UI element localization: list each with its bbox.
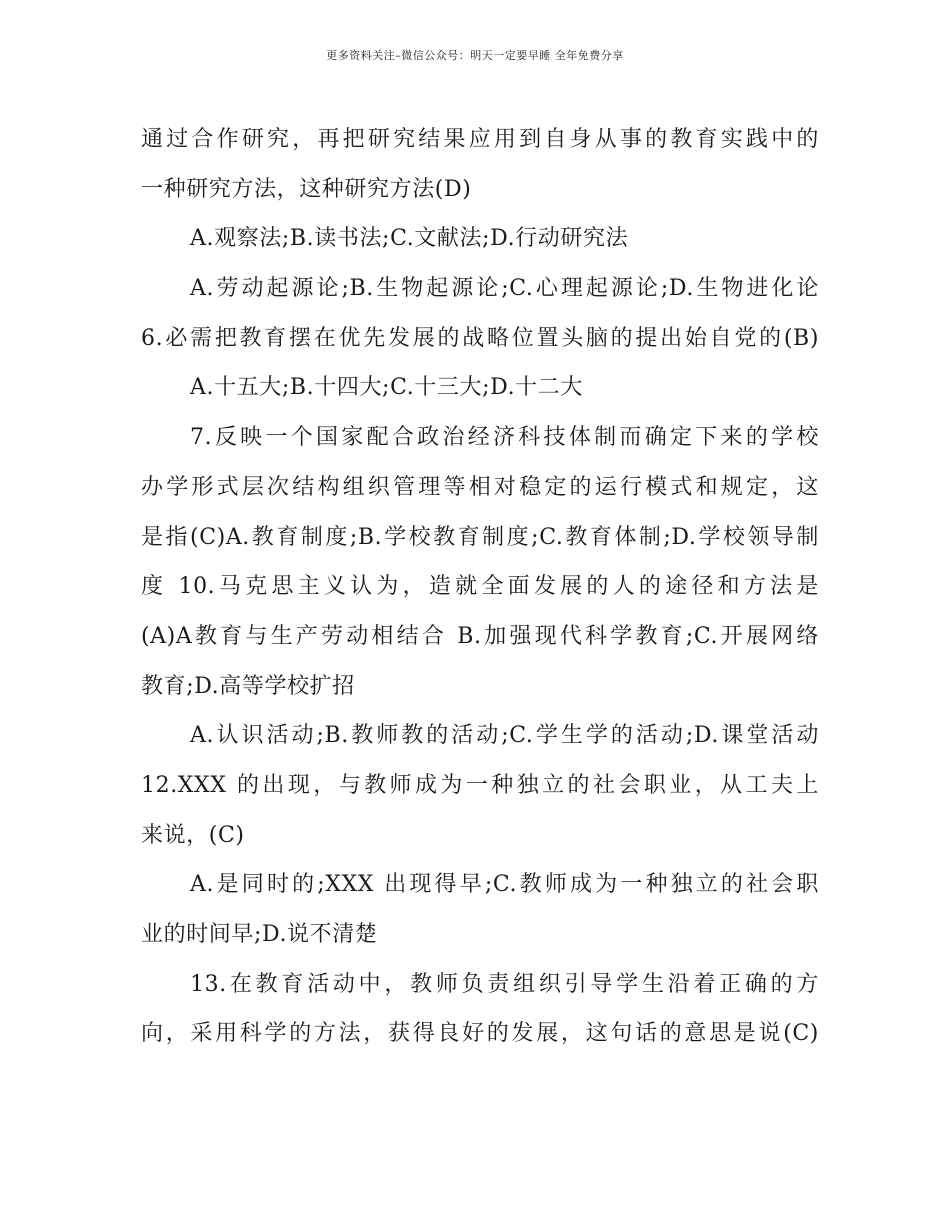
text-line: 一种研究方法，这种研究方法(D) [141, 176, 472, 202]
option-line: A.认识活动;B.教师教的活动;C.学生学的活动;D.课堂活动 [190, 723, 819, 749]
text-line: 办学形式层次结构组织管理等相对稳定的运行模式和规定，这 [141, 474, 819, 500]
option-line: A.劳动起源论;B.生物起源论;C.心理起源论;D.生物进化论 [190, 276, 819, 302]
text-line: (A)A教育与生产劳动相结合 B.加强现代科学教育;C.开展网络 [141, 623, 819, 649]
text-line: 业的时间早;D.说不清楚 [141, 922, 378, 947]
question-line: 13.在教育活动中，教师负责组织引导学生沿着正确的方 [190, 971, 819, 997]
text-line: 是指(C)A.教育制度;B.学校教育制度;C.教育体制;D.学校领导制 [141, 524, 819, 550]
question-line: 7.反映一个国家配合政治经济科技体制而确定下来的学校 [190, 425, 819, 451]
text-line: 来说，(C) [141, 822, 245, 848]
text-line: 度 10.马克思主义认为，造就全面发展的人的途径和方法是 [141, 574, 819, 600]
text-line: 通过合作研究，再把研究结果应用到自身从事的教育实践中的 [141, 127, 819, 152]
text-line: 教育;D.高等学校扩招 [141, 673, 355, 699]
document-body [141, 115, 819, 1059]
page-header: 更多资料关注–微信公众号：明天一定要早睡 全年免费分享 [326, 49, 624, 62]
option-line: A.观察法;B.读书法;C.文献法;D.行动研究法 [190, 226, 629, 252]
text-line: 向，采用科学的方法，获得良好的发展，这句话的意思是说(C) [141, 1021, 819, 1047]
question-line: 12.XXX 的出现，与教师成为一种独立的社会职业，从工夫上 [141, 772, 819, 798]
question-line: 6.必需把教育摆在优先发展的战略位置头脑的提出始自党的(B) [141, 325, 819, 351]
option-line: A.是同时的;XXX 出现得早;C.教师成为一种独立的社会职 [190, 872, 819, 898]
option-line: A.十五大;B.十四大;C.十三大;D.十二大 [190, 375, 583, 401]
